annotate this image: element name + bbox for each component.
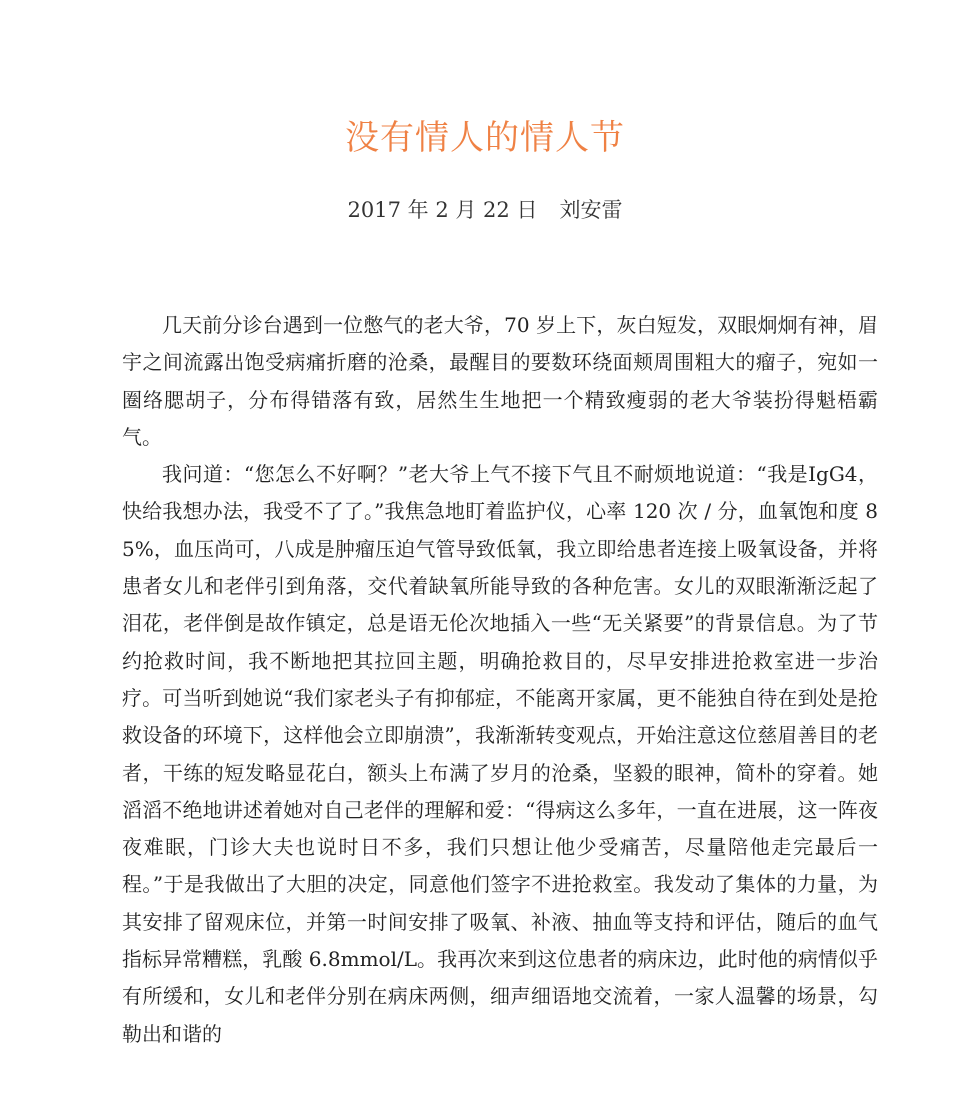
article-byline xyxy=(0,192,970,228)
article-date: 2017 年 2 月 22 日 xyxy=(347,198,538,222)
article-author: 刘安雷 xyxy=(559,198,623,222)
article-title: 没有情人的情人节 xyxy=(345,118,625,158)
article-body xyxy=(122,307,878,1053)
paragraph: 我问道：“您怎么不好啊？”老大爷上气不接下气且不耐烦地说道：“我是IgG4，快给我想办法，我受不了了。”我焦急地盯着监护仪，心率 120 次 / 分，血氧饱和度 85%，血压尚可，八成是肿瘤压迫气管导致低氧，我立即给患者连接上吸氧设备，并将患者女儿和老伴引到角落，交代着缺氧所能导致的各种危害。女儿的双眼渐渐泛起了泪花，老伴倒是故作镇定，总是语无伦次地插入一些“无关紧要”的背景信息。为了节约抢救时间，我不断地把其拉回主题，明确抢救目的，尽早安排进抢救室进一步治疗。可当听到她说“我们家老头子有抑郁症，不能离开家属，更不能独自待在到处是抢救设备的环境下，这样他会立即崩溃”，我渐渐转变观点，开始注意这位慈眉善目的老者，干练的短发略显花白，额头上布满了岁月的沧桑，坚毅的眼神，简朴的穿着。她滔滔不绝地讲述着她对自己老伴的理解和爱：“得病这么多年，一直在进展，这一阵夜夜难眠，门诊大夫也说时日不多，我们只想让他少受痛苦，尽量陪他走完最后一程。”于是我做出了大胆的决定，同意他们签字不进抢救室。我发动了集体的力量，为其安排了留观床位，并第一时间安排了吸氧、补液、抽血等支持和评估，随后的血气指标异常糟糕，乳酸 6.8mmol/L。我再次来到这位患者的病床边，此时他的病情似乎有所缓和，女儿和老伴分别在病床两侧，细声细语地交流着，一家人温馨的场景，勾勒出和谐的 xyxy=(122,462,878,1046)
paragraph: 几天前分诊台遇到一位憋气的老大爷，70 岁上下，灰白短发，双眼炯炯有神，眉宇之间流露出饱受病痛折磨的沧桑，最醒目的要数环绕面颊周围粗大的瘤子，宛如一圈络腮胡子，分布得错落有致，居然生生地把一个精致瘦弱的老大爷装扮得魁梧霸气。 xyxy=(122,313,878,449)
